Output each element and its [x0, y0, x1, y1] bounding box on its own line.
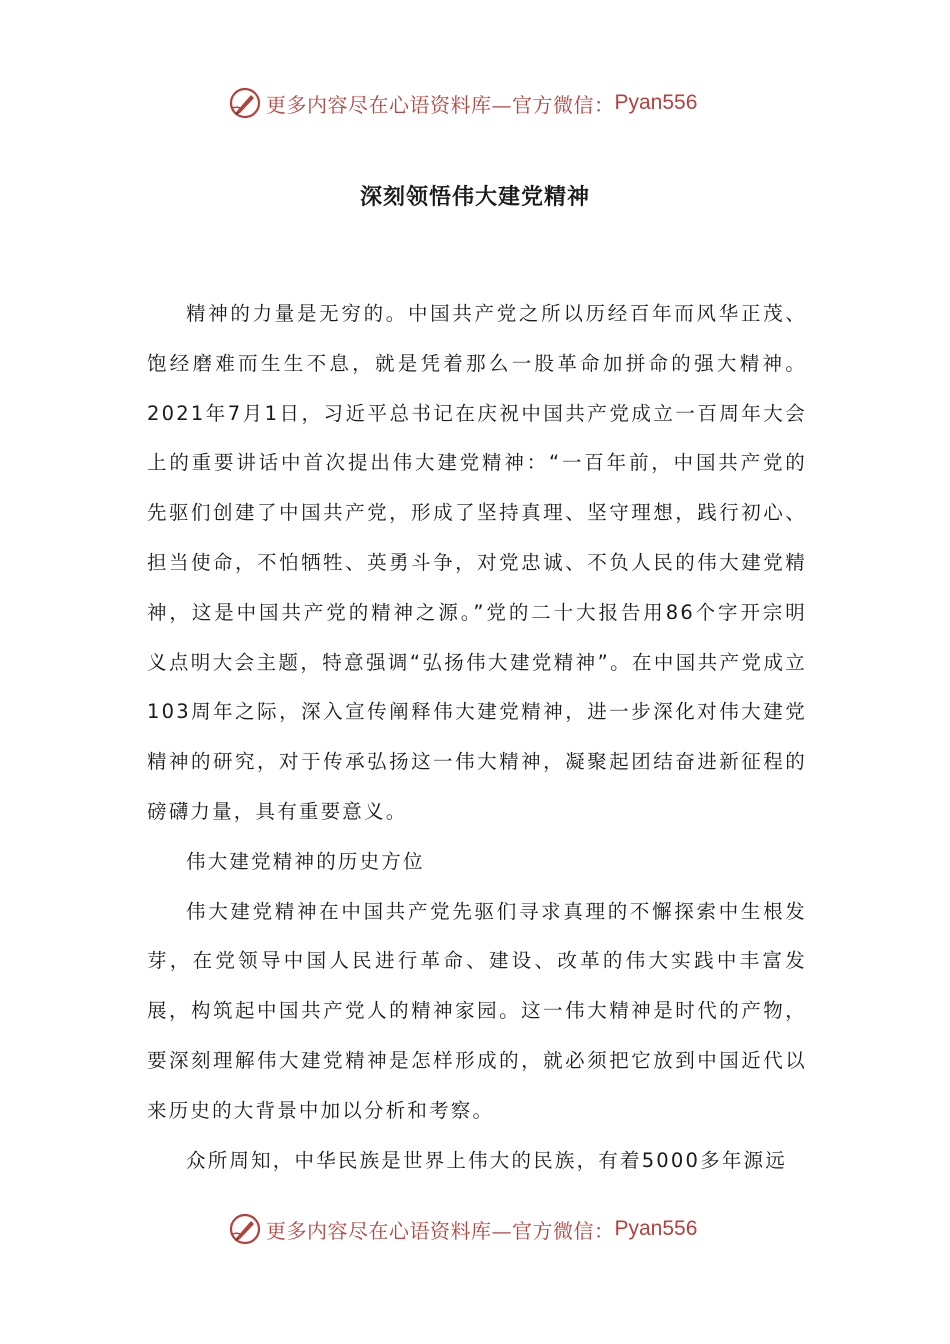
body-paragraph: 伟大建党精神在中国共产党先驱们寻求真理的不懈探索中生根发芽，在党领导中国人民进行革命、建设、改革的伟大实践中丰富发展，构筑起中国共产党人的精神家园。这一伟大精神是时代的产物，要深刻理解伟大建党精神是怎样形成的，就必须把它放到中国近代以来历史的大背景中加以分析和考察。	[147, 899, 807, 1122]
footer-wechat-id: Pyan556	[614, 1217, 698, 1240]
body-paragraph: 众所周知，中华民族是世界上伟大的民族，有着5000多年源远	[186, 1148, 787, 1172]
section-heading: 伟大建党精神的历史方位	[186, 849, 425, 873]
page-title: 深刻领悟伟大建党精神	[359, 185, 590, 210]
pen-logo-icon	[228, 86, 262, 120]
intro-paragraph: 精神的力量是无穷的。中国共产党之所以历经百年而风华正茂、饱经磨难而生生不息，就是凭着那么一股革命加拼命的强大精神。2021年7月1日，习近平总书记在庆祝中国共产党成立一百周年大会上的重要讲话中首次提出伟大建党精神：“一百年前，中国共产党的先驱们创建了中国共产党，形成了坚持真理、坚守理想，践行初心、担当使命，不怕牺牲、英勇斗争，对党忠诚、不负人民的伟大建党精神，这是中国共产党的精神之源。”党的二十大报告用86个字开宗明义点明大会主题，特意强调“弘扬伟大建党精神”。在中国共产党成立103周年之际，深入宣传阐释伟大建党精神，进一步深化对伟大建党精神的研究，对于传承弘扬这一伟大精神，凝聚起团结奋进新征程的磅礴力量，具有重要意义。	[147, 302, 807, 823]
footer-banner-text: 更多内容尽在心语资料库—官方微信：	[266, 1218, 615, 1243]
footer-banner	[228, 1212, 697, 1246]
pen-logo-icon	[228, 1212, 262, 1246]
header-wechat-id: Pyan556	[614, 91, 698, 114]
header-banner-text: 更多内容尽在心语资料库—官方微信：	[266, 92, 615, 117]
document-body	[147, 289, 807, 1185]
header-banner	[228, 86, 697, 120]
